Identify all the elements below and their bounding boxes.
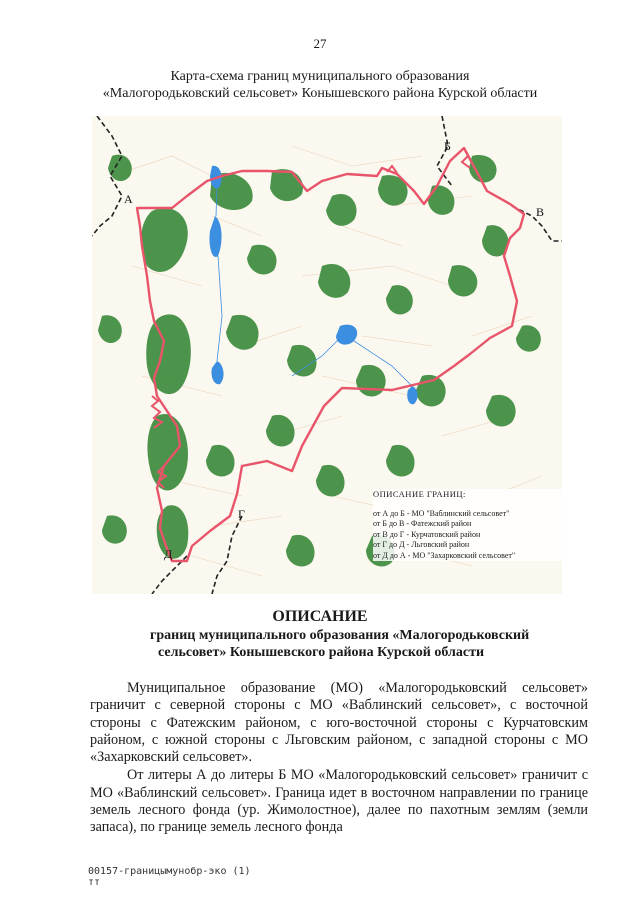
paragraph: От литеры А до литеры Б МО «Малогородьковский сельсовет» граничит с МО «Ваблинский сельсовет». Граница идет в восточном направлении по границе земель лесного фонда (ур. Жимолостное), далее по пахотным землям (земли запаса), по границе земель лесного фонда — [90, 767, 588, 836]
legend-item: от Б до В - Фатежский район — [373, 519, 472, 528]
legend-item: от А до Б - МО "Ваблинский сельсовет" — [373, 508, 510, 518]
map-letter-a: А — [124, 192, 133, 206]
legend-item: от Д до А - МО "Захарковский сельсовет" — [373, 550, 516, 560]
legend-item: от Г до Д - Льговский район — [373, 540, 470, 549]
map-letter-g: Г — [238, 507, 245, 521]
map-letter-d: Д — [164, 547, 173, 561]
map-title-line-2: «Малогородьковский сельсовет» Конышевского района Курской области — [102, 86, 538, 101]
map-legend — [373, 489, 563, 561]
legend-header: ОПИСАНИЕ ГРАНИЦ: — [373, 489, 466, 499]
map-title — [0, 68, 640, 102]
footer-code: тт — [88, 877, 101, 888]
footer-filename: 00157-границымунобр-эко (1) — [88, 866, 251, 877]
map-letter-v: В — [536, 205, 545, 219]
description-subtitle-line-1: границ муниципального образования «Малогородьковский — [150, 628, 530, 643]
paragraph: Муниципальное образование (МО) «Малогородьковский сельсовет» граничит с северной стороны с МО «Ваблинский сельсовет», с восточной стороны с Фатежским районом, с юго-восточной стороны с Курчатовским районом, с южной стороны с Льговским районом, с западной стороны с МО «Захарковский сельсовет». — [90, 680, 588, 766]
footer — [88, 866, 251, 888]
page-number: 27 — [313, 36, 327, 51]
description-body — [90, 680, 588, 837]
description-subtitle — [150, 627, 570, 661]
description-title: ОПИСАНИЕ — [272, 608, 368, 625]
map-title-line-1: Карта-схема границ муниципального образования — [170, 69, 470, 84]
map-letter-b: Б — [444, 139, 451, 153]
description-subtitle-line-2: сельсовет» Конышевского района Курской области — [158, 645, 485, 660]
legend-item: от В до Г - Курчатовский район — [373, 529, 481, 539]
